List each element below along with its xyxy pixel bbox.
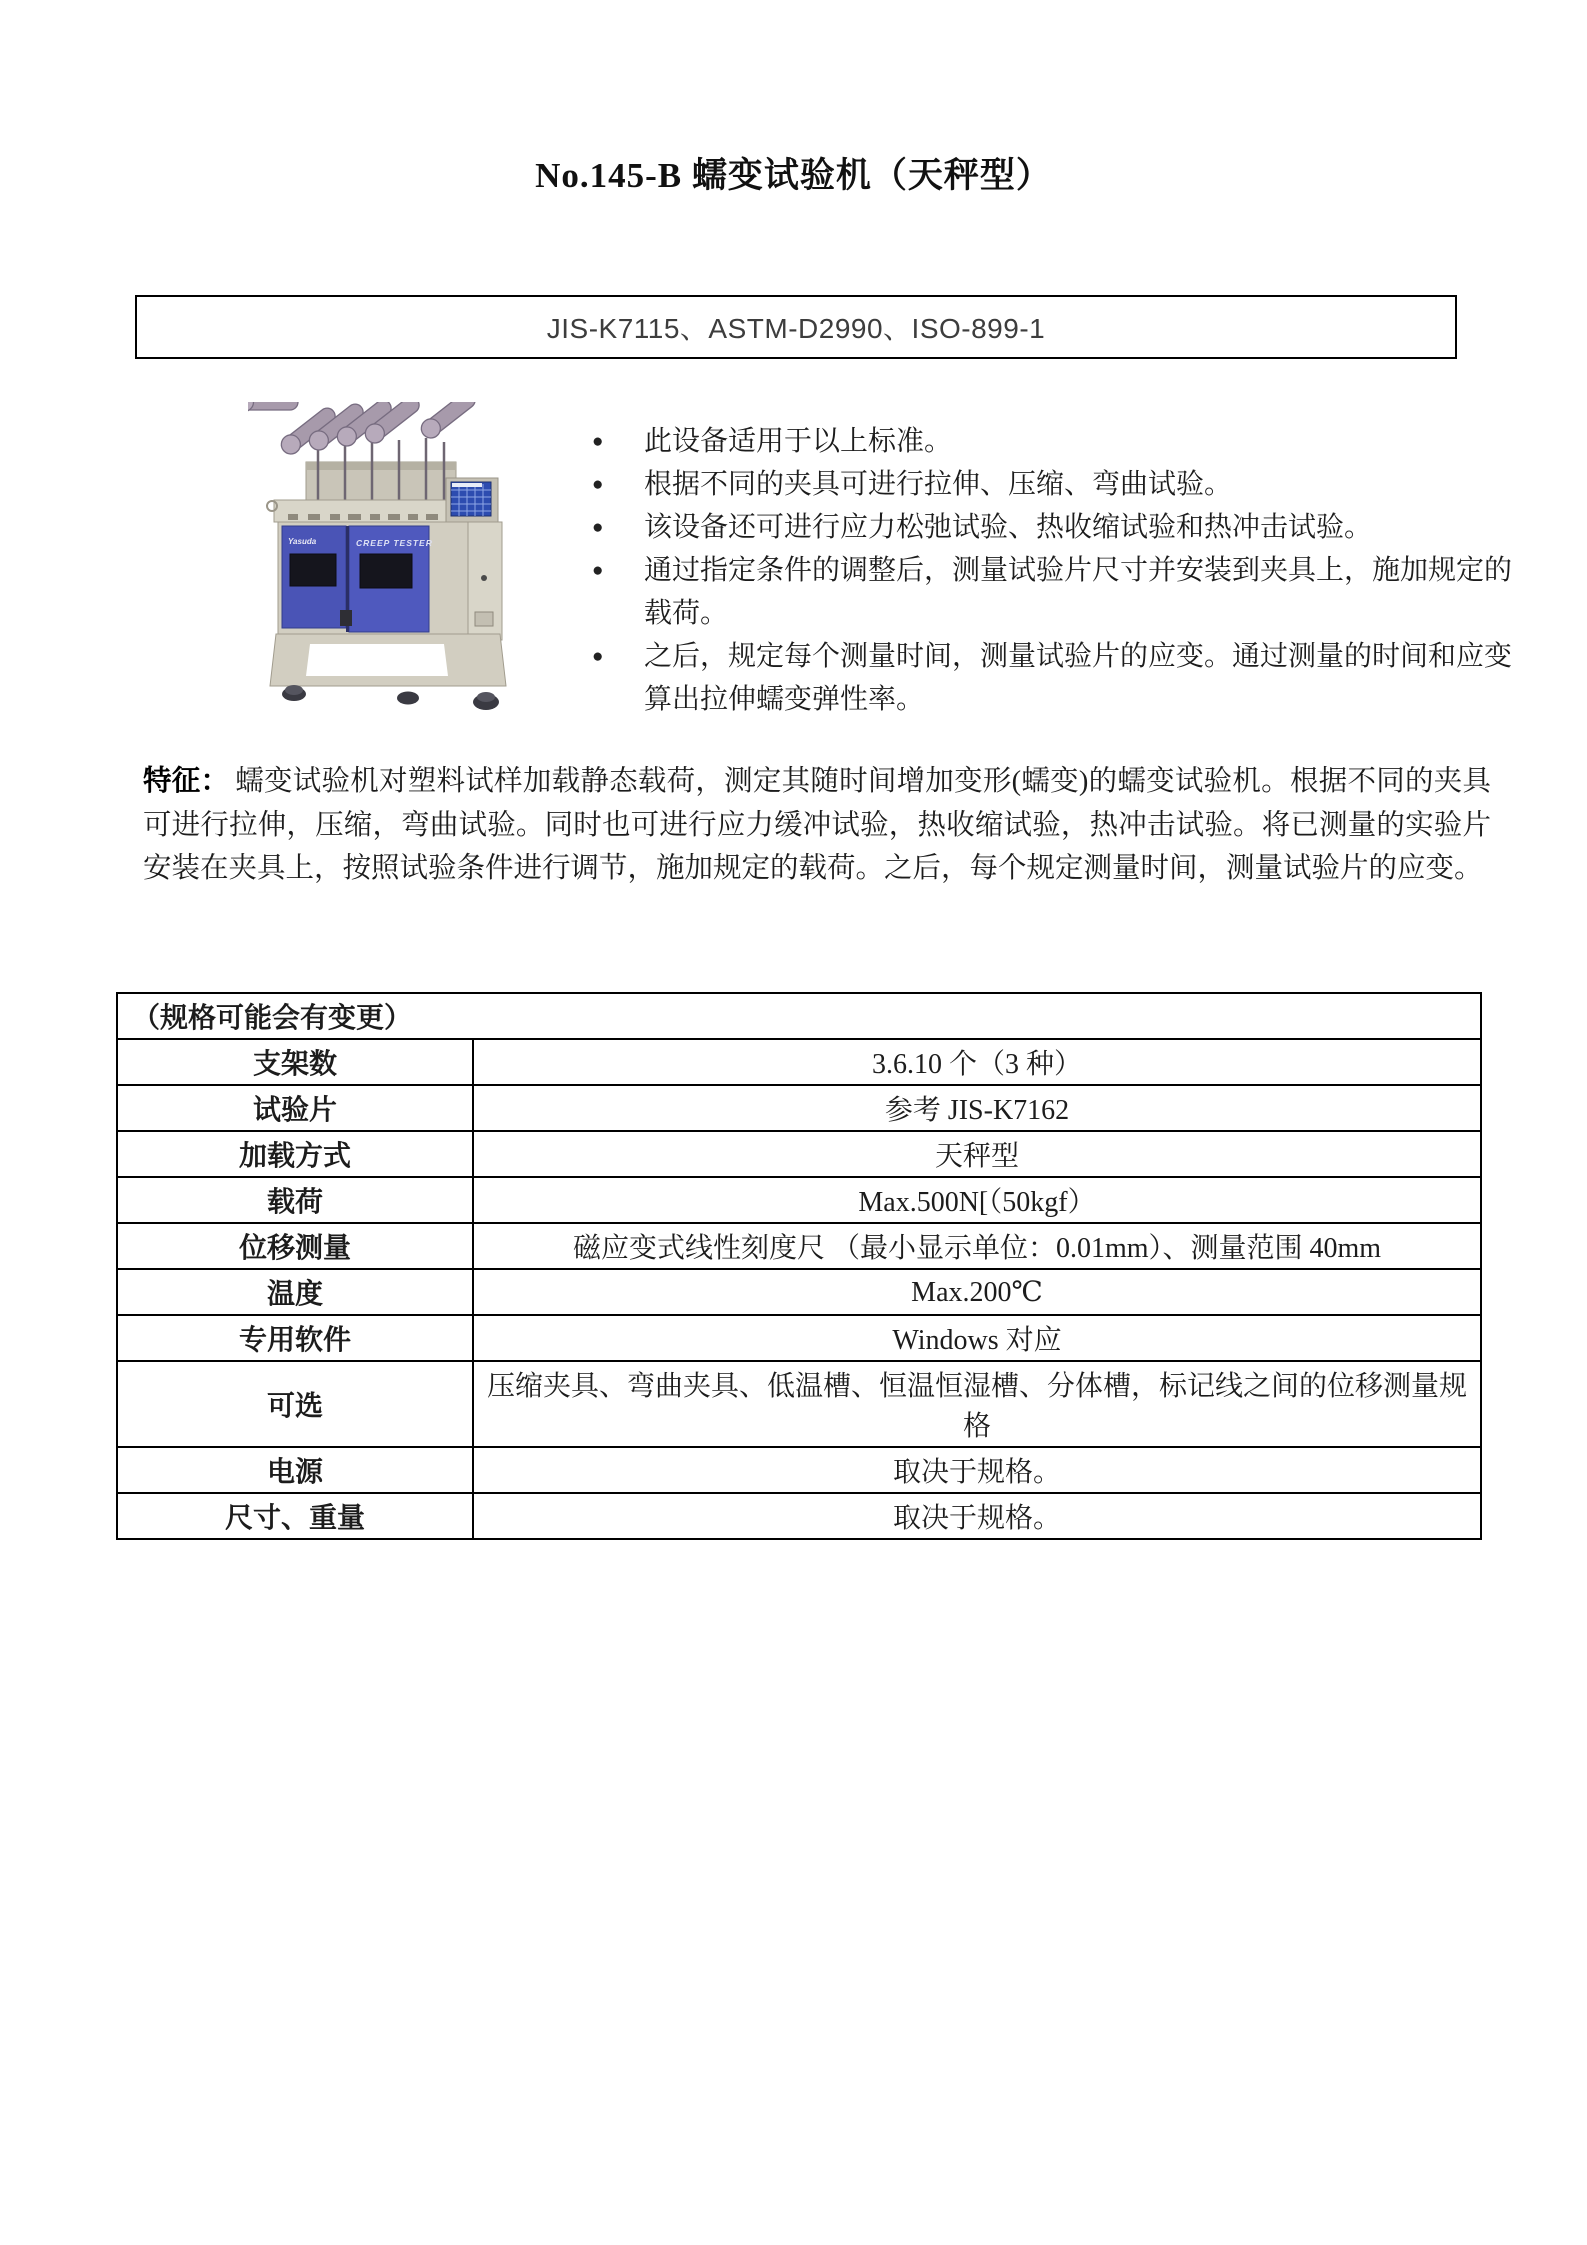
spec-label: 支架数 — [117, 1039, 473, 1085]
bullet-icon: ● — [592, 431, 604, 452]
caster-wheels — [282, 685, 499, 710]
list-item — [592, 463, 1517, 506]
spec-change-note: （规格可能会有变更） — [117, 993, 1481, 1039]
spec-value: 天秤型 — [473, 1131, 1481, 1177]
spec-value: 压缩夹具、弯曲夹具、低温槽、恒温恒湿槽、分体槽，标记线之间的位移测量规格 — [473, 1361, 1481, 1447]
keyhole — [481, 575, 487, 581]
features-paragraph — [143, 760, 1491, 891]
table-row — [117, 1039, 1481, 1085]
spec-value: 取决于规格。 — [473, 1493, 1481, 1539]
specification-table — [116, 992, 1482, 1540]
spec-value: Max.200℃ — [473, 1269, 1481, 1315]
table-row — [117, 1361, 1481, 1447]
table-row — [117, 1085, 1481, 1131]
bullet-text: 根据不同的夹具可进行拉伸、压缩、弯曲试验。 — [644, 469, 1233, 500]
list-item — [592, 506, 1517, 549]
spec-value: 取决于规格。 — [473, 1447, 1481, 1493]
spec-value: 3.6.10 个（3 种） — [473, 1039, 1481, 1085]
screen-titlebar — [452, 483, 482, 487]
table-row — [117, 1315, 1481, 1361]
side-vent — [475, 612, 493, 626]
spec-label: 温度 — [117, 1269, 473, 1315]
spec-label: 尺寸、重量 — [117, 1493, 473, 1539]
page-title: No.145-B 蠕变试验机（天秤型） — [535, 156, 1052, 195]
spec-label: 加载方式 — [117, 1131, 473, 1177]
spec-label: 专用软件 — [117, 1315, 473, 1361]
feature-bullet-list — [592, 420, 1517, 721]
creep-tester-photo — [248, 402, 526, 717]
spec-label: 可选 — [117, 1361, 473, 1447]
table-note-row — [117, 993, 1481, 1039]
left-door-window — [290, 554, 336, 586]
table-row — [117, 1131, 1481, 1177]
bullet-text: 之后，规定每个测量时间，测量试验片的应变。通过测量的时间和应变算出拉伸蠕变弹性率。 — [644, 641, 1513, 715]
table-row — [117, 1177, 1481, 1223]
bullet-text: 通过指定条件的调整后，测量试验片尺寸并安装到夹具上，施加规定的载荷。 — [644, 555, 1513, 629]
bullet-icon: ● — [592, 646, 604, 667]
spec-value: Max.500N[（50kgf） — [473, 1177, 1481, 1223]
spec-value: Windows 对应 — [473, 1315, 1481, 1361]
table-row — [117, 1269, 1481, 1315]
right-door-window — [360, 554, 412, 588]
standards-text: JIS-K7115、ASTM-D2990、ISO-899-1 — [546, 313, 1046, 344]
table-row — [117, 1493, 1481, 1539]
bullet-icon: ● — [592, 560, 604, 581]
brand-logo-text: Yasuda — [288, 537, 317, 546]
features-label: 特征： — [143, 766, 230, 797]
list-item — [592, 635, 1517, 721]
top-chamber-edge — [306, 462, 456, 470]
spec-label: 载荷 — [117, 1177, 473, 1223]
spec-value: 参考 JIS-K7162 — [473, 1085, 1481, 1131]
bullet-icon: ● — [592, 474, 604, 495]
standards-box — [135, 295, 1457, 359]
spec-label: 试验片 — [117, 1085, 473, 1131]
door-model-text: CREEP TESTER — [356, 538, 433, 548]
spec-label: 位移测量 — [117, 1223, 473, 1269]
bullet-text: 此设备适用于以上标准。 — [644, 426, 953, 457]
door-latch — [340, 610, 352, 626]
list-item — [592, 549, 1517, 635]
features-text: 蠕变试验机对塑料试样加载静态载荷，测定其随时间增加变形(蠕变)的蠕变试验机。根据不同的夹具可进行拉伸，压缩，弯曲试验。同时也可进行应力缓冲试验，热收缩试验，热冲击试验。将已测量的实验片安装在夹具上，按照试验条件进行调节，施加规定的载荷。之后，每个规定测量时间，测量试验片的应变。 — [143, 766, 1491, 884]
bullet-icon: ● — [592, 517, 604, 538]
spec-value: 磁应变式线性刻度尺 （最小显示单位：0.01mm）、测量范围 40mm — [473, 1223, 1481, 1269]
bullet-text: 该设备还可进行应力松弛试验、热收缩试验和热冲击试验。 — [644, 512, 1373, 543]
list-item — [592, 420, 1517, 463]
stand-opening — [306, 644, 448, 676]
spec-label: 电源 — [117, 1447, 473, 1493]
table-row — [117, 1223, 1481, 1269]
table-row — [117, 1447, 1481, 1493]
